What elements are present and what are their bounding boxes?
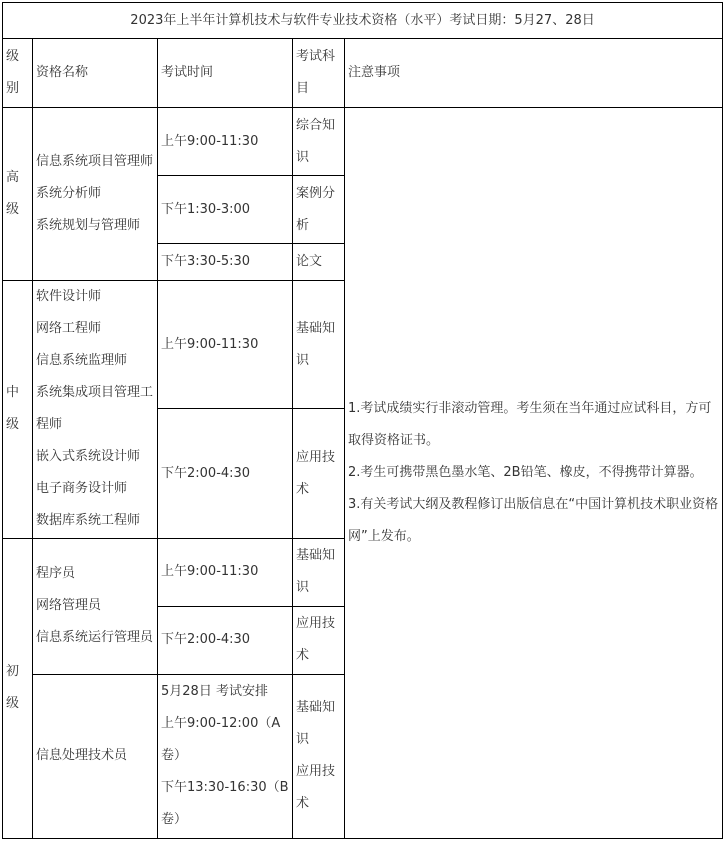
exam-time: 下午2:00-4:30 bbox=[158, 409, 293, 538]
qualification-name: 电子商务设计师 bbox=[36, 481, 128, 497]
table-row bbox=[3, 108, 723, 176]
qualification-name: 系统分析师 bbox=[36, 186, 102, 202]
exam-subject: 综合知识 bbox=[293, 108, 345, 176]
qualification-name: 程序员 bbox=[36, 566, 76, 582]
exam-time: 下午3:30-5:30 bbox=[158, 244, 293, 281]
note-item: 1.考试成绩实行非滚动管理。考生须在当年通过应试科目，方可取得资格证书。 bbox=[348, 401, 712, 449]
exam-time-line: 上午9:00-12:00（A卷） bbox=[161, 716, 281, 764]
header-subject: 考试科目 bbox=[293, 39, 345, 108]
qualification-name: 嵌入式系统设计师 bbox=[36, 449, 141, 465]
exam-time: 上午9:00-11:30 bbox=[158, 108, 293, 176]
qualification-name: 信息系统运行管理员 bbox=[36, 630, 154, 646]
exam-time-line: 5月28日 考试安排 bbox=[161, 684, 268, 700]
qualification-name: 数据库系统工程师 bbox=[36, 513, 141, 529]
exam-subject: 应用技术 bbox=[293, 606, 345, 674]
exam-subject: 应用技术 bbox=[296, 764, 336, 812]
header-row bbox=[3, 39, 723, 108]
info-processor-name: 信息处理技术员 bbox=[33, 674, 158, 838]
title-row bbox=[3, 3, 723, 39]
qualification-name: 信息系统项目管理师 bbox=[36, 154, 154, 170]
junior-names-cell bbox=[33, 538, 158, 674]
note-item: 3.有关考试大纲及教程修订出版信息在“中国计算机技术职业资格网”上发布。 bbox=[348, 497, 719, 545]
qualification-name: 网络管理员 bbox=[36, 598, 102, 614]
header-level: 级别 bbox=[3, 39, 33, 108]
middle-names-cell bbox=[33, 281, 158, 538]
qualification-name: 系统规划与管理师 bbox=[36, 218, 141, 234]
notes-cell bbox=[345, 108, 723, 839]
exam-subject: 应用技术 bbox=[293, 409, 345, 538]
exam-time: 上午9:00-11:30 bbox=[158, 281, 293, 409]
exam-time: 下午2:00-4:30 bbox=[158, 606, 293, 674]
junior-level-cell: 初级 bbox=[3, 538, 33, 838]
exam-subject: 案例分析 bbox=[293, 176, 345, 244]
exam-subject: 基础知识 bbox=[293, 281, 345, 409]
qualification-name: 软件设计师 bbox=[36, 289, 102, 305]
exam-schedule-table bbox=[2, 2, 723, 839]
exam-subject: 论文 bbox=[293, 244, 345, 281]
header-name: 资格名称 bbox=[33, 39, 158, 108]
qualification-name: 网络工程师 bbox=[36, 321, 102, 337]
note-item: 2.考生可携带黑色墨水笔、2B铅笔、橡皮，不得携带计算器。 bbox=[348, 465, 703, 481]
senior-names-cell bbox=[33, 108, 158, 281]
qualification-name: 信息系统监理师 bbox=[36, 353, 128, 369]
info-processor-time bbox=[158, 674, 293, 838]
qualification-name: 系统集成项目管理工程师 bbox=[36, 385, 154, 433]
middle-level-cell: 中级 bbox=[3, 281, 33, 538]
header-notes: 注意事项 bbox=[345, 39, 723, 108]
senior-level-cell: 高级 bbox=[3, 108, 33, 281]
table-title: 2023年上半年计算机技术与软件专业技术资格（水平）考试日期：5月27、28日 bbox=[3, 3, 723, 39]
header-time: 考试时间 bbox=[158, 39, 293, 108]
exam-time: 上午9:00-11:30 bbox=[158, 538, 293, 606]
exam-subject: 基础知识 bbox=[293, 538, 345, 606]
exam-time: 下午1:30-3:00 bbox=[158, 176, 293, 244]
exam-subject: 基础知识 bbox=[296, 700, 336, 748]
info-processor-subjects bbox=[293, 674, 345, 838]
exam-time-line: 下午13:30-16:30（B卷） bbox=[161, 780, 289, 828]
